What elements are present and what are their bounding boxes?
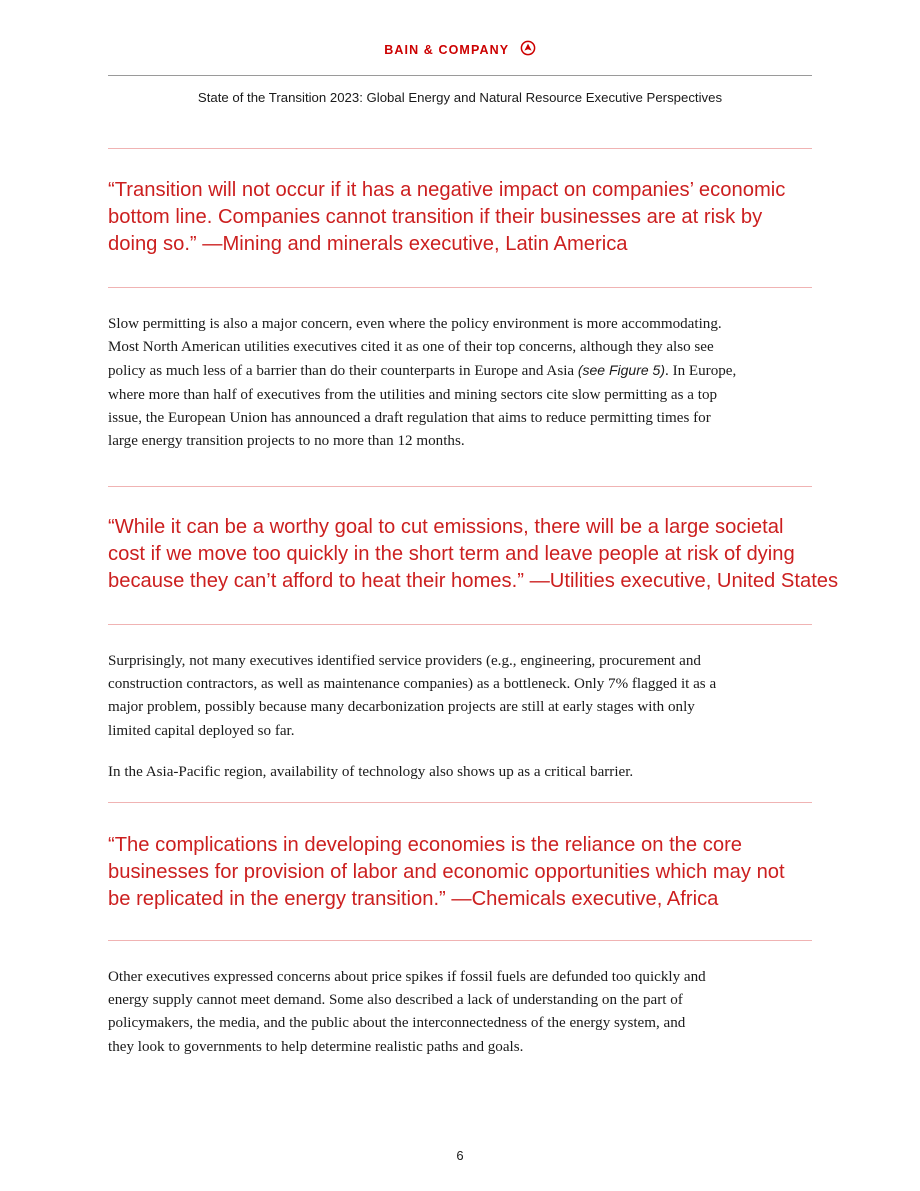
quote-line: because they can’t afford to heat their homes.” —Utilities executive, United States <box>108 570 839 592</box>
document-title: State of the Transition 2023: Global Energy and Natural Resource Executive Perspectives <box>197 90 723 105</box>
quote-line: bottom line. Companies cannot transition if their businesses are at risk by <box>108 206 763 228</box>
paragraph-asia-pacific <box>108 761 814 784</box>
paragraph-text: . In Europe, <box>665 363 737 380</box>
brand-header <box>0 39 920 59</box>
figure-reference: (see Figure 5) <box>577 362 666 379</box>
quote-line: doing so.” —Mining and minerals executive, Latin America <box>108 233 628 255</box>
paragraph-line: Slow permitting is also a major concern, even where the policy environment is more accommodating. <box>108 316 722 332</box>
paragraph-line: issue, the European Union has announced a draft regulation that aims to reduce permitting times for <box>108 409 711 426</box>
paragraph-line: they look to governments to help determine realistic paths and goals. <box>108 1038 524 1055</box>
quote-divider-top <box>108 486 812 487</box>
quote-divider-top <box>108 802 812 803</box>
quote-line: cost if we move too quickly in the short term and leave people at risk of dying <box>108 543 795 565</box>
paragraph-line: policymakers, the media, and the public about the interconnectedness of the energy system, and <box>108 1015 686 1032</box>
pull-quote-chemicals <box>108 832 814 913</box>
paragraph-line: major problem, possibly because many decarbonization projects are still at early stages with only <box>108 699 695 716</box>
quote-divider-bottom <box>108 287 812 288</box>
pull-quote-utilities <box>108 514 839 595</box>
quote-divider-bottom <box>108 624 812 625</box>
quote-line: “The complications in developing economies is the reliance on the core <box>108 834 743 856</box>
paragraph-line: In the Asia-Pacific region, availability of technology also shows up as a critical barrier. <box>108 764 634 780</box>
quote-line: “While it can be a worthy goal to cut emissions, there will be a large societal <box>108 516 784 538</box>
pull-quote-mining <box>108 177 814 258</box>
paragraph-line: limited capital deployed so far. <box>108 722 295 739</box>
quote-line: be replicated in the energy transition.” —Chemicals executive, Africa <box>108 888 719 910</box>
quote-divider-top <box>108 148 812 149</box>
quote-divider-bottom <box>108 940 812 941</box>
header-divider <box>108 75 812 76</box>
paragraph-line: energy supply cannot meet demand. Some also described a lack of understanding on the part of <box>108 992 683 1009</box>
paragraph-line: Other executives expressed concerns about price spikes if fossil fuels are defunded too quickly and <box>108 969 706 985</box>
quote-line: businesses for provision of labor and economic opportunities which may not <box>108 861 785 883</box>
paragraph-price-spikes <box>108 966 814 1059</box>
paragraph-line <box>108 359 814 383</box>
bain-logo-icon <box>520 40 536 56</box>
paragraph-service-providers <box>108 650 814 743</box>
paragraph-line: large energy transition projects to no more than 12 months. <box>108 433 465 450</box>
paragraph-permitting <box>108 313 814 453</box>
paragraph-line: Surprisingly, not many executives identified service providers (e.g., engineering, procurement and <box>108 653 701 669</box>
paragraph-line: where more than half of executives from the utilities and mining sectors cite slow permitting as a top <box>108 386 718 403</box>
page-number: 6 <box>456 1148 464 1163</box>
paragraph-line: construction contractors, as well as maintenance companies) as a bottleneck. Only 7% flagged it as a <box>108 676 717 693</box>
paragraph-line: Most North American utilities executives cited it as one of their top concerns, although they also see <box>108 339 714 356</box>
paragraph-text: policy as much less of a barrier than do their counterparts in Europe and Asia <box>108 363 578 380</box>
quote-line: “Transition will not occur if it has a negative impact on companies’ economic <box>108 179 786 201</box>
brand-name: BAIN & COMPANY <box>384 42 510 57</box>
